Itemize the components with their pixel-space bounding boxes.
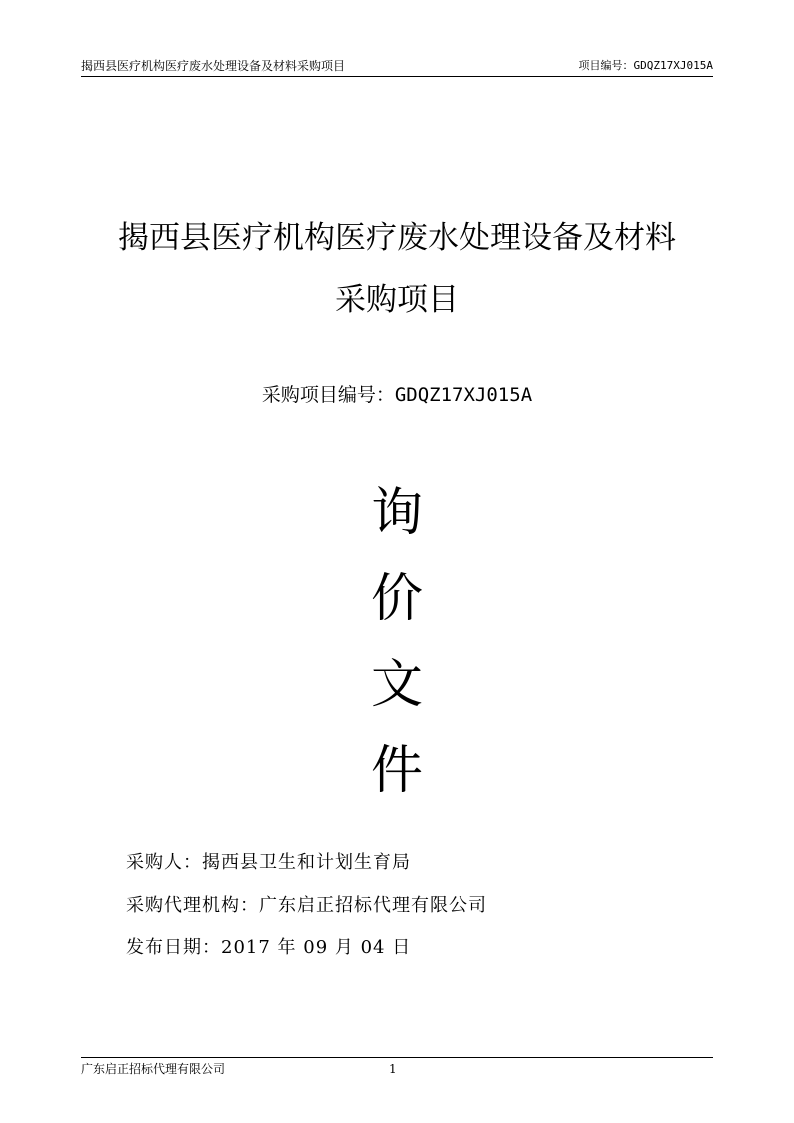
project-number [40,382,754,408]
document-title-line-1: 揭西县医疗机构医疗废水处理设备及材料 [118,220,676,256]
document-type-char-2: 价 [370,569,423,629]
header-project-number: 项目编号：GDQZ17XJ015A [578,59,713,72]
agency-line: 采购代理机构：广东启正招标代理有限公司 [126,895,487,916]
header-project-name: 揭西县医疗机构医疗废水处理设备及材料采购项目 [81,59,346,73]
document-type-char-4: 件 [370,741,423,801]
release-date-line: 发布日期：2017 年 09 月 04 日 [126,937,412,958]
project-number-code: GDQZ17XJ015A [394,384,533,406]
project-number-label: 采购项目编号： [261,384,395,406]
page-footer [81,1057,713,1080]
footer-company: 广东启正招标代理有限公司 [81,1062,226,1076]
page-header [81,56,713,77]
document-type-char-3: 文 [370,655,423,715]
document-type [347,470,447,814]
document-type-char-1: 询 [370,483,423,543]
page-number: 1 [389,1062,397,1076]
document-title-line-2: 采购项目 [335,282,459,318]
purchaser-line: 采购人：揭西县卫生和计划生育局 [126,852,411,873]
